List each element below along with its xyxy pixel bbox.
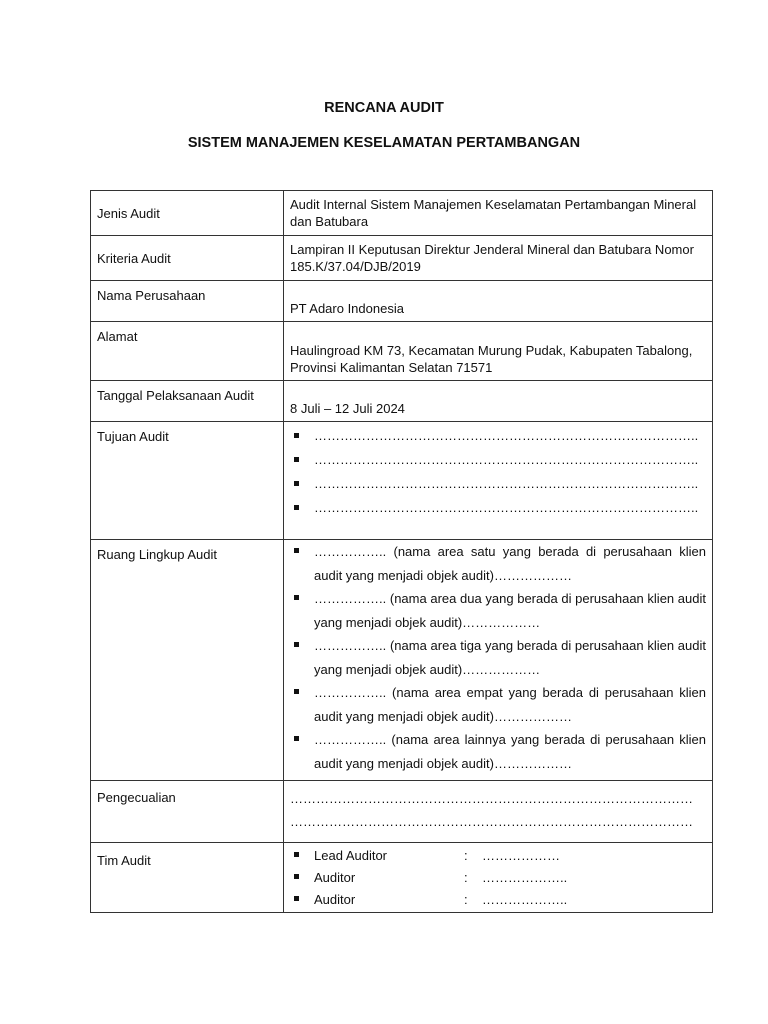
tujuan-audit-list [284, 422, 712, 520]
list-item: …………….. (nama area tiga yang berada di perusahaan klien audit yang menjadi objek audit)……………… [290, 634, 706, 681]
label-alamat: Alamat [97, 329, 138, 344]
row-pengecualian [91, 781, 713, 843]
tim-audit-list [284, 843, 712, 911]
value-tanggal: 8 Juli – 12 Juli 2024 [290, 401, 405, 416]
pengecualian-line: ………………………………………………………………………………… [290, 814, 693, 829]
list-item: …………………………………………………………………………….. [290, 448, 706, 472]
member-name: ……………… [482, 848, 560, 863]
member-name: ……………….. [482, 870, 568, 885]
label-nama-perusahaan: Nama Perusahaan [97, 288, 206, 303]
member-colon: : [464, 848, 468, 863]
member-colon: : [464, 870, 468, 885]
document-title: RENCANA AUDIT [324, 100, 444, 116]
row-tujuan-audit [91, 422, 713, 540]
label-pengecualian: Pengecualian [97, 790, 176, 805]
row-jenis-audit [91, 191, 713, 236]
member-name: ……………….. [482, 892, 568, 907]
document-subtitle: SISTEM MANAJEMEN KESELAMATAN PERTAMBANGAN [187, 135, 581, 151]
value-jenis-audit: Audit Internal Sistem Manajemen Keselamatan Pertambangan Mineral dan Batubara [290, 197, 697, 229]
row-tanggal [91, 381, 713, 422]
list-item: …………….. (nama area lainnya yang berada di perusahaan klien audit yang menjadi objek audit)……………… [290, 728, 706, 775]
list-item: …………………………………………………………………………….. [290, 424, 706, 448]
list-item: …………….. (nama area dua yang berada di perusahaan klien audit yang menjadi objek audit)……………… [290, 587, 706, 634]
list-item: …………….. (nama area empat yang berada di perusahaan klien audit yang menjadi objek audit)……………… [290, 681, 706, 728]
team-member [290, 845, 706, 867]
label-tujuan-audit: Tujuan Audit [97, 429, 169, 444]
value-kriteria-audit: Lampiran II Keputusan Direktur Jenderal Mineral dan Batubara Nomor 185.K/37.04/DJB/2019 [290, 242, 694, 274]
row-nama-perusahaan [91, 281, 713, 322]
pengecualian-line: ………………………………………………………………………………… [290, 791, 693, 806]
member-role: Auditor [314, 892, 356, 907]
list-item: …………………………………………………………………………….. [290, 496, 706, 520]
list-item: …………….. (nama area satu yang berada di perusahaan klien audit yang menjadi objek audit)……………… [290, 540, 706, 587]
team-member [290, 867, 706, 889]
ruang-lingkup-list [284, 540, 712, 775]
value-alamat: Haulingroad KM 73, Kecamatan Murung Pudak, Kabupaten Tabalong, Provinsi Kalimantan Selatan 71571 [290, 343, 693, 375]
value-nama-perusahaan: PT Adaro Indonesia [290, 301, 404, 316]
label-ruang-lingkup: Ruang Lingkup Audit [97, 547, 217, 562]
label-jenis-audit: Jenis Audit [97, 205, 160, 221]
member-role: Auditor [314, 870, 356, 885]
audit-plan-table [90, 190, 713, 913]
label-tim-audit: Tim Audit [97, 853, 151, 868]
member-role: Lead Auditor [314, 848, 388, 863]
row-kriteria-audit [91, 236, 713, 281]
member-colon: : [464, 892, 468, 907]
row-tim-audit [91, 843, 713, 913]
team-member [290, 889, 706, 911]
row-ruang-lingkup [91, 540, 713, 781]
label-kriteria-audit: Kriteria Audit [97, 250, 171, 266]
list-item: …………………………………………………………………………….. [290, 472, 706, 496]
label-tanggal: Tanggal Pelaksanaan Audit [97, 388, 254, 403]
row-alamat [91, 322, 713, 381]
